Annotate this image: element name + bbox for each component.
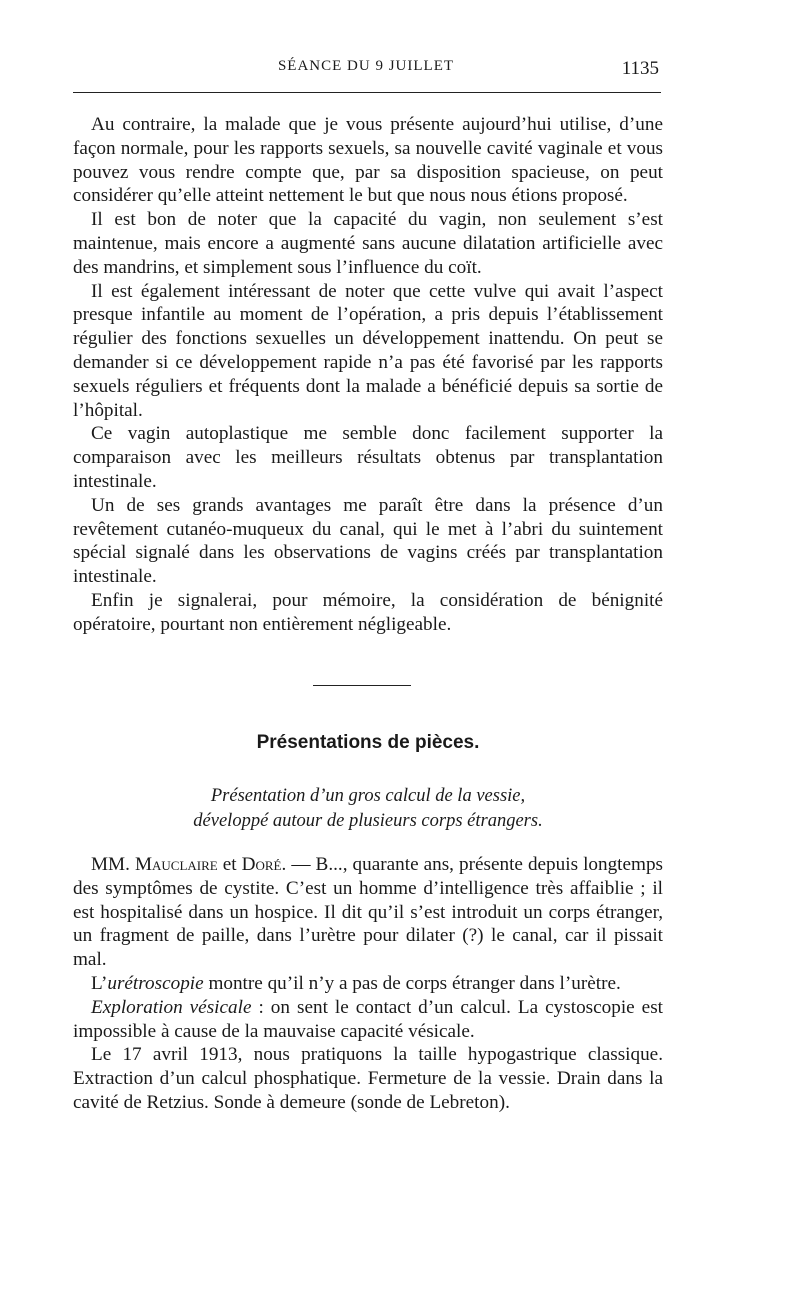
section-separator [313,685,411,686]
paragraph: Il est également intéressant de noter que cette vulve qui avait l’aspect presque infantile au moment de l’opération, a pris depuis l’établissement régulier des fonctions sexuelles un développement inattendu. On peut se demander si ce développement rapide n’a pas été favorisé par les rapports sexuels réguliers et fréquents dont la malade a bénéficié depuis sa sortie de l’hôpital. [73,280,663,421]
authors-prefix: MM. [91,854,135,875]
author-name: Mauclaire [134,854,218,875]
paragraph-text: . — B..., quarante ans, présente depuis longtemps des symptômes de cystite. C’est un homme d’intelligence très affaiblie ; il est hospitalisé dans un hospice. Il dit qu’il s’est introduit un corps étranger, un fragment de paille, dans l’urètre pour dilater (?) le canal, car il pissait mal. [73,854,664,971]
presentation-text [73,853,663,1115]
page-number: 1135 [621,58,659,79]
author-name: Doré [241,854,282,875]
paragraph [73,972,663,996]
section-heading: Présentations de pièces. [256,732,480,753]
paragraph-text: L’ [91,972,108,994]
paragraph [73,853,663,972]
paragraph: Ce vagin autoplastique me semble donc facilement supporter la comparaison avec les meilleurs résultats obtenus par transplantation intestinale. [73,423,663,492]
authors-conjunction: et [217,854,242,875]
paragraph: Le 17 avril 1913, nous pratiquons la taille hypogastrique classique. Extraction d’un calcul phosphatique. Fermeture de la vessie. Drain dans la cavité de Retzius. Sonde à demeure (sonde de Lebreton). [73,1044,663,1113]
header-rule [73,92,661,93]
subtitle-line-2: développé autour de plusieurs corps étrangers. [193,811,543,831]
paragraph: Il est bon de noter que la capacité du vagin, non seulement s’est maintenue, mais encore a augmenté sans aucune dilatation artificielle avec des mandrins, et simplement sous l’influence du coït. [73,209,663,278]
paragraph-text: : on sent le contact d’un calcul. La cystoscopie est impossible à cause de la mauvaise capacité vésicale. [73,996,663,1042]
previous-communication-text [73,113,663,637]
paragraph [73,996,663,1044]
paragraph: Enfin je signalerai, pour mémoire, la considération de bénignité opératoire, pourtant non entièrement négligeable. [73,589,663,635]
running-title: SÉANCE DU 9 JUILLET [277,58,455,74]
paragraph: Au contraire, la malade que je vous présente aujourd’hui utilise, d’une façon normale, pour les rapports sexuels, sa nouvelle cavité vaginale et vous pouvez vous rendre compte que, par sa disposition spacieuse, on peut considérer qu’elle atteint nettement le but que nous nous étions proposé. [73,114,663,207]
paragraph: Un de ses grands avantages me paraît être dans la présence d’un revêtement cutanéo-muqueux du canal, qui le met à l’abri du suintement spécial signalé dans les observations de vagins créés par transplantation intestinale. [73,494,663,588]
italic-term: urétroscopie [107,972,204,994]
subtitle-line-1: Présentation d’un gros calcul de la vessie, [210,786,526,806]
paragraph-text: montre qu’il n’y a pas de corps étranger dans l’urètre. [203,972,621,994]
running-head [73,58,659,86]
italic-term: Exploration vésicale [91,996,252,1018]
